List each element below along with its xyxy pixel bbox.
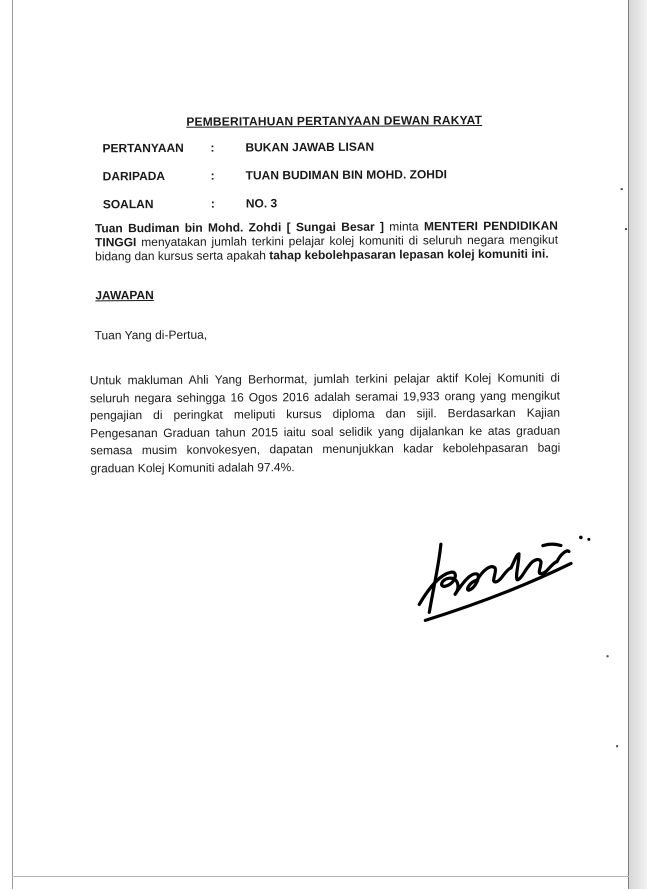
salutation: Tuan Yang di-Pertua, — [94, 327, 208, 343]
question-body: menyatakan jumlah terkini pelajar kolej komuniti di seluruh negara mengikut bidang dan kursus serta apakah — [95, 232, 559, 264]
question-connector: minta — [383, 219, 424, 234]
questioner-name: Tuan Budiman bin Mohd. Zohdi [ Sungai Besar ] — [94, 219, 384, 236]
meta-label: SOALAN — [102, 197, 154, 212]
meta-label: DARIPADA — [102, 168, 166, 184]
scan-speck — [625, 228, 627, 230]
document-title: PEMBERITAHUAN PERTANYAAN DEWAN RAKYAT — [186, 113, 483, 129]
meta-value: TUAN BUDIMAN BIN MOHD. ZOHDI — [245, 167, 447, 183]
meta-label: PERTANYAAN — [102, 140, 184, 156]
scan-speck — [621, 188, 623, 190]
scan-speck — [607, 655, 609, 657]
question-text — [95, 219, 558, 264]
meta-value: NO. 3 — [245, 196, 278, 211]
scan-speck — [616, 745, 618, 747]
answer-body: Untuk makluman Ahli Yang Berhormat, jumlah terkini pelajar aktif Kolej Komuniti di seluruh negara sehingga 16 Ogos 2016 adalah seramai 19,933 orang yang mengikut pengajian di peringkat meliputi kursus diploma dan sijil. Berdasarkan Kajian Pengesanan Graduan tahun 2015 iaitu soal selidik yang dijalankan ke atas graduan semasa musim konvokesyen, dapatan menunjukkan kadar kebolehpasaran bagi graduan Kolej Komuniti adalah 97.4%. — [89, 370, 561, 475]
meta-colon: : — [210, 196, 215, 211]
meta-colon: : — [210, 140, 215, 155]
question-emphasis: tahap kebolehpasaran lepasan kolej komuniti ini. — [269, 246, 549, 263]
meta-value: BUKAN JAWAB LISAN — [245, 139, 375, 155]
minister-name: MENTERI PENDIDIKAN TINGGI — [94, 218, 558, 250]
handwritten-signature-icon — [411, 523, 597, 624]
meta-colon: : — [210, 168, 215, 183]
answer-heading: JAWAPAN — [95, 288, 154, 303]
